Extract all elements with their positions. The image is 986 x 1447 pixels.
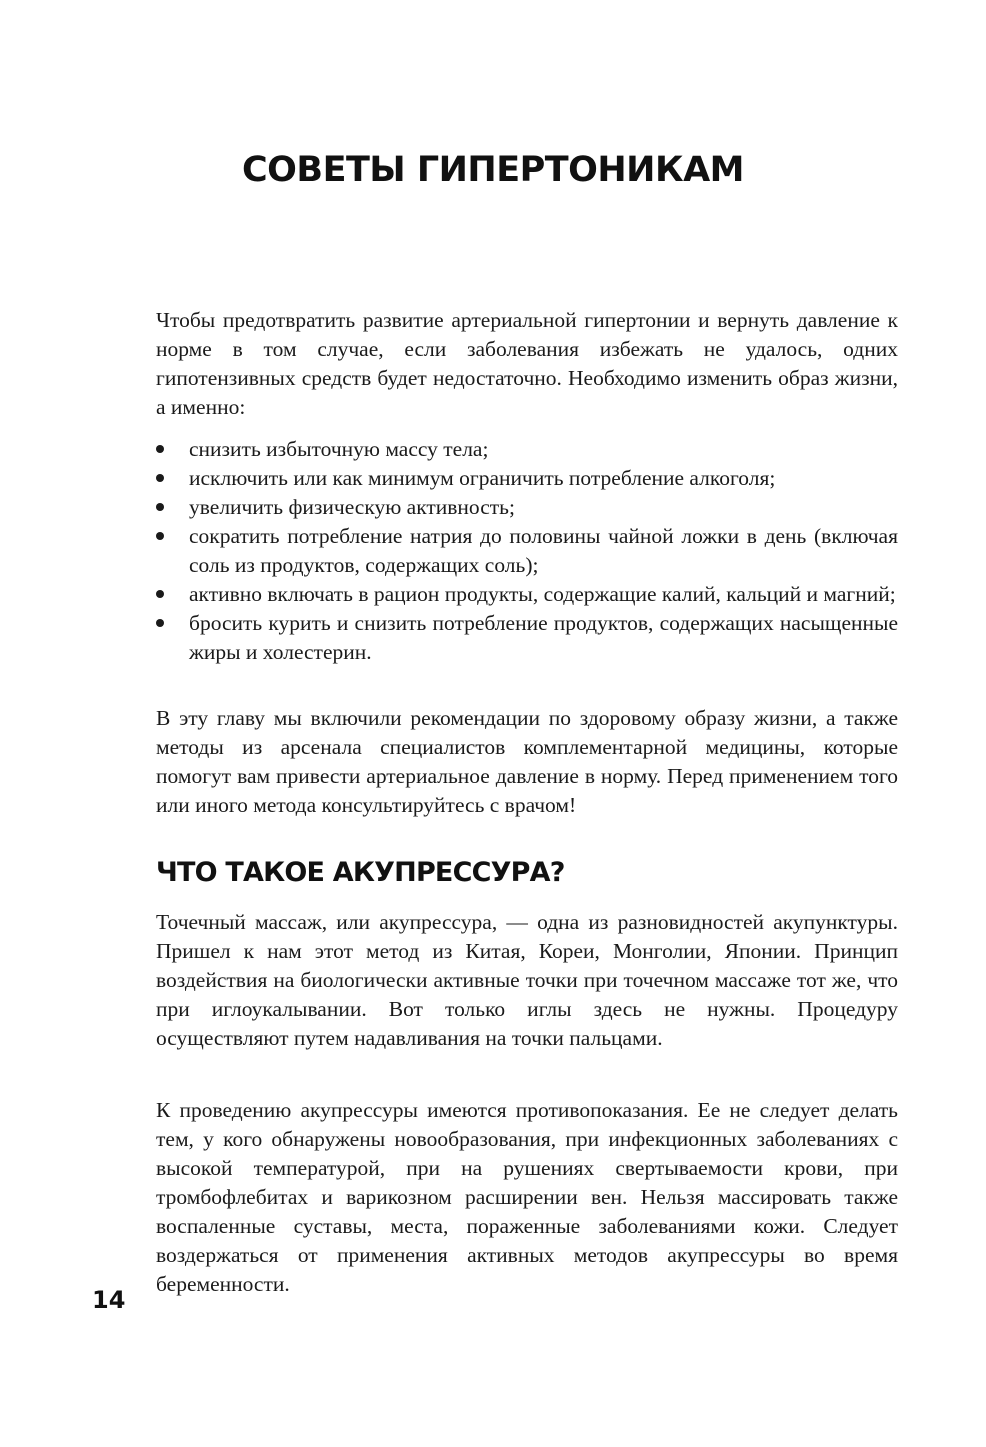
list-item-text: сократить потребление натрия до половины чайной ложки в день (включая соль из продуктов, содержащих соль); (189, 524, 898, 577)
body-paragraph: Точечный массаж, или акупрессура, — одна из разновидностей акупунктуры. Пришел к нам этот метод из Китая, Кореи, Монголии, Японии. Принцип воздействия на биологически активные точки при точечном массаже тот же, что при иглоукалывании. Вот только иглы здесь не нужны. Процедуру осуществляют путем надавливания на точки пальцами. (156, 910, 898, 1050)
recommendations-list (156, 435, 898, 667)
list-item (156, 464, 898, 493)
intro-paragraph: Чтобы предотвратить развитие артериальной гипертонии и вернуть давление к норме в том случае, если заболевания избежать не удалось, одних гипотензивных средств будет недостаточно. Необходимо изменить образ жизни, а именно: (156, 308, 898, 419)
list-item-text: активно включать в рацион продукты, содержащие калий, кальций и магний; (189, 582, 896, 606)
acupressure-paragraph-1 (156, 908, 898, 1053)
list-item (156, 435, 898, 464)
list-item (156, 609, 898, 667)
intro-section (156, 306, 898, 422)
chapter-note-paragraph: В эту главу мы включили рекомендации по здоровому образу жизни, а также методы из арсенала специалистов комплементарной медицины, которые помогут вам привести артериальное давление в норму. Перед применением того или иного метода консультируйтесь с врачом! (156, 706, 898, 817)
list-item-text: снизить избыточную массу тела; (189, 437, 489, 461)
page-number: 14 (92, 1286, 126, 1314)
list-item-text: бросить курить и снизить потребление продуктов, содержащих насыщенные жиры и холестерин. (189, 611, 898, 664)
bullet-icon (156, 532, 164, 540)
bullet-icon (156, 503, 164, 511)
chapter-note-section (156, 704, 898, 820)
body-paragraph: К проведению акупрессуры имеются противопоказания. Ее не следует делать тем, у кого обнаружены новообразования, при инфекционных заболеваниях с высокой температурой, при на рушениях свертываемости крови, при тромбофлебитах и варикозном расширении вен. Нельзя массировать также воспаленные суставы, места, пораженные заболеваниями кожи. Следует воздержаться от применения активных методов акупрессуры во время беременности. (156, 1098, 898, 1296)
bullet-icon (156, 619, 164, 627)
bullet-icon (156, 590, 164, 598)
list-item (156, 522, 898, 580)
list-item-text: увеличить физическую активность; (189, 495, 515, 519)
list-item-text: исключить или как минимум ограничить потребление алкоголя; (189, 466, 776, 490)
page-title: СОВЕТЫ ГИПЕРТОНИКАМ (241, 150, 745, 190)
acupressure-paragraph-2 (156, 1096, 898, 1299)
section-heading: ЧТО ТАКОЕ АКУПРЕССУРА? (156, 857, 565, 888)
list-item (156, 580, 898, 609)
list-item (156, 493, 898, 522)
bullet-icon (156, 474, 164, 482)
bullet-icon (156, 445, 164, 453)
